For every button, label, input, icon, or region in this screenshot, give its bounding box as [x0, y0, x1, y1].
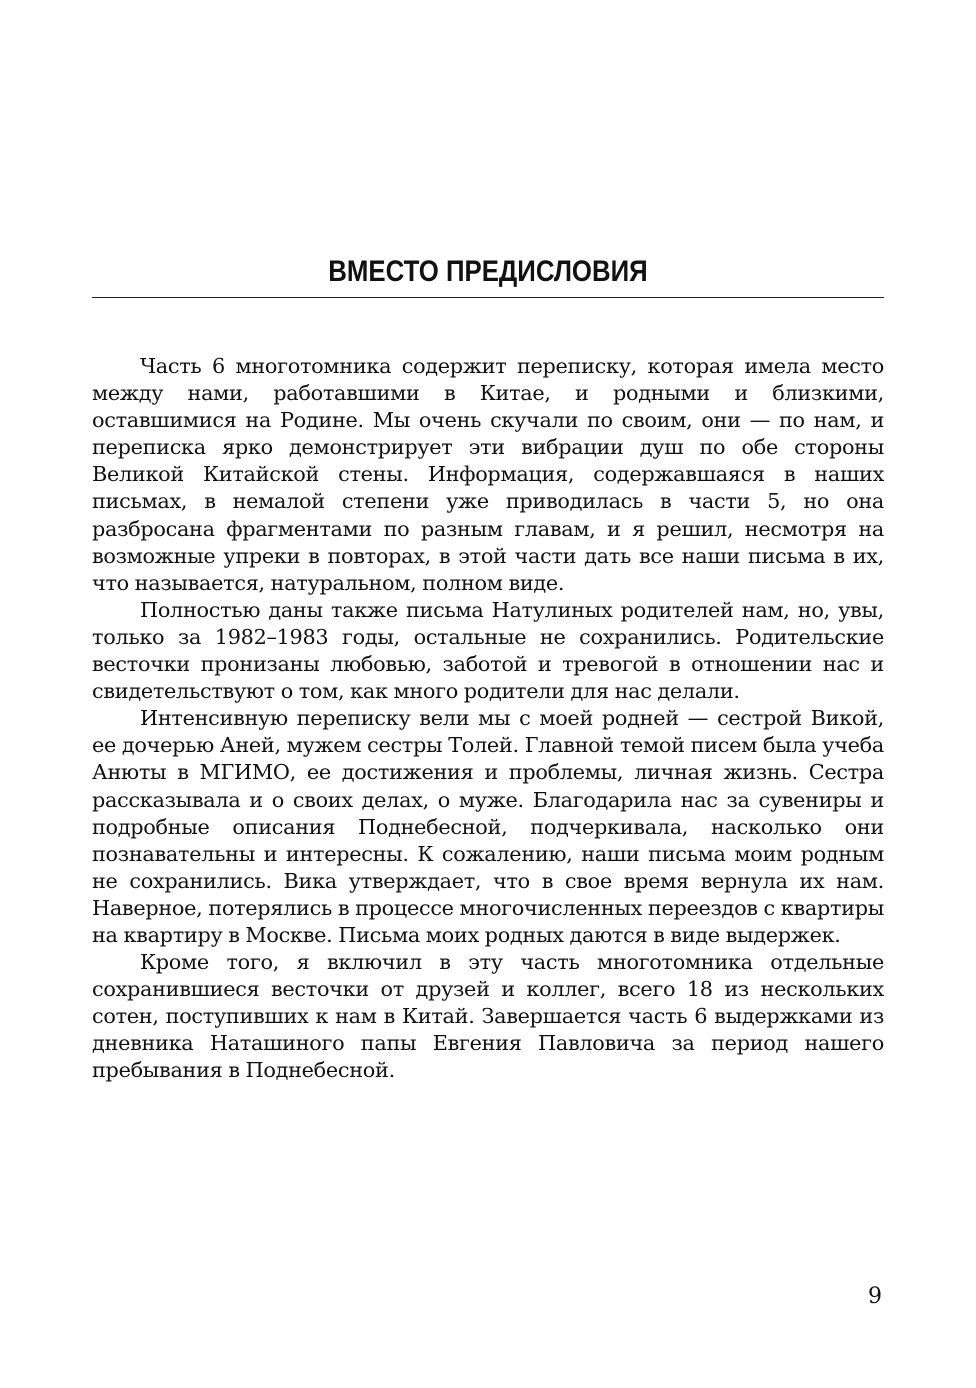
paragraph: Кроме того, я включил в эту часть многотомника отдельные сохранившиеся весточки от друзей и коллег, всего 18 из нескольких сотен, поступивших к нам в Китай. Завершается часть 6 выдержками из дневника Наташиного папы Евгения Павловича за период нашего пребывания в Поднебесной. — [92, 950, 884, 1083]
paragraph: Интенсивную переписку вели мы с моей родней — сестрой Викой, ее дочерью Аней, мужем сестры Толей. Главной темой писем была учеба Анюты в МГИМО, ее достижения и проблемы, личная жизнь. Сестра рассказывала и о своих делах, о муже. Благодарила нас за сувениры и подробные описания Поднебесной, подчеркивала, насколько они познавательны и интересны. К сожалению, наши письма моим родным не сохранились. Вика утверждает, что в свое время вернула их нам. Наверное, потерялись в процессе многочисленных переездов с квартиры на квартиру в Москве. Письма моих родных даются в виде выдержек. — [92, 706, 884, 947]
page-number: 9 — [868, 1284, 882, 1309]
paragraph: Часть 6 многотомника содержит переписку, которая имела место между нами, работавшими в Китае, и родными и близкими, оставшимися на Родине. Мы очень скучали по своим, они — по нам, и переписка ярко демонстрирует эти вибрации душ по обе стороны Великой Китайской стены. Информация, содержавшаяся в наших письмах, в немалой степени уже приводилась в части 5, но она разбросана фрагментами по разным главам, и я решил, несмотря на возможные упреки в повторах, в этой части дать все наши письма в их, что называется, натуральном, полном виде. — [92, 354, 884, 595]
chapter-title: ВМЕСТО ПРЕДИСЛОВИЯ — [328, 255, 648, 288]
title-underline — [92, 297, 884, 298]
body-text — [92, 353, 884, 1085]
paragraph: Полностью даны также письма Натулиных родителей нам, но, увы, только за 1982–1983 годы, остальные не сохранились. Родительские весточки пронизаны любовью, заботой и тревогой в отношении нас и свидетельствуют о том, как много родители для нас делали. — [92, 597, 884, 704]
